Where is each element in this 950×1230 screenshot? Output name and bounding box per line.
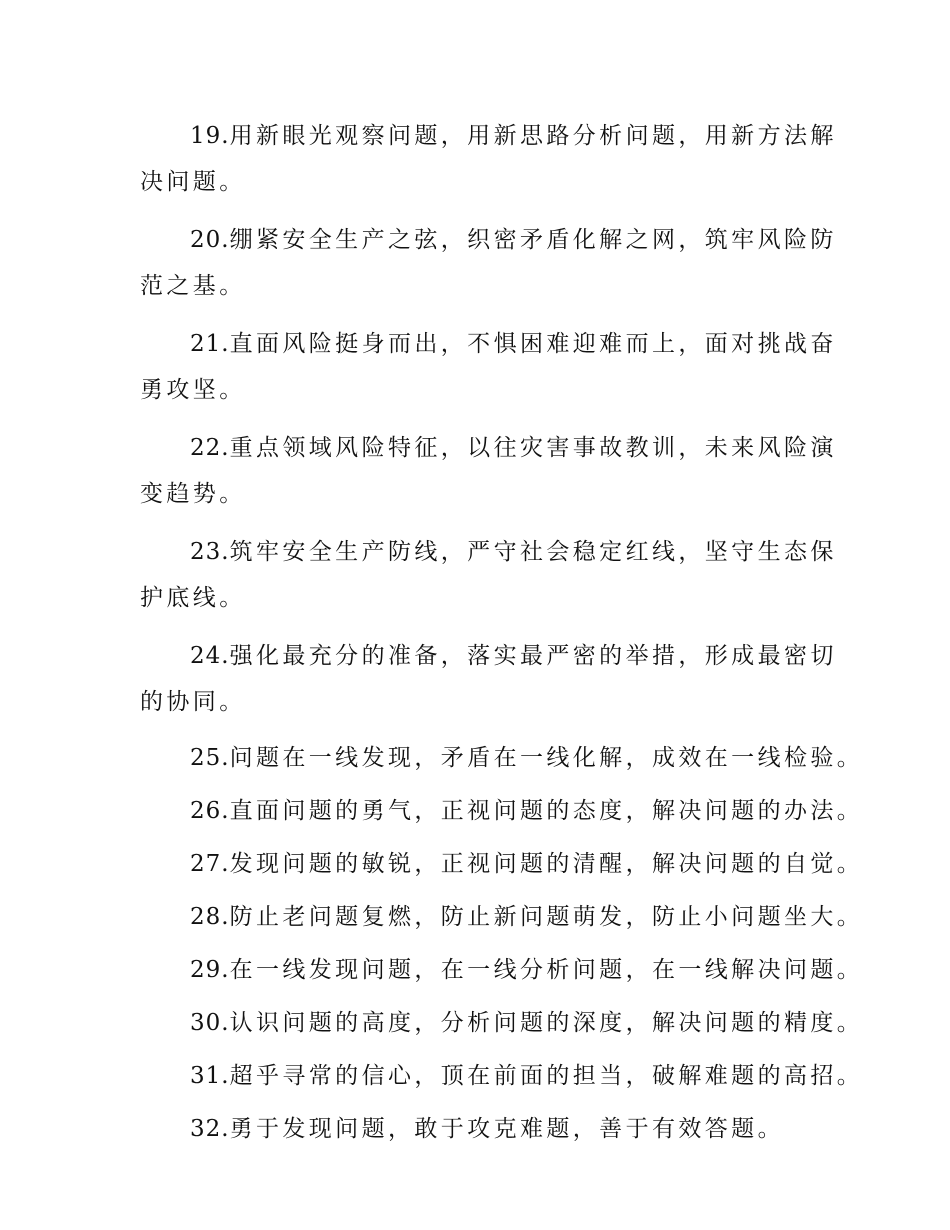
- document-body: [140, 112, 864, 1156]
- list-item: [140, 838, 864, 891]
- item-number: 29.: [190, 957, 230, 983]
- item-text: 直面风险挺身而出，不惧困难迎难而上，面对挑战奋: [229, 331, 837, 357]
- item-text: 勇于发现问题，敢于攻克难题，善于有效答题。: [229, 1116, 784, 1142]
- list-item: [140, 732, 864, 785]
- item-text-continuation: 变趋势。: [140, 481, 246, 507]
- item-text: 问题在一线发现，矛盾在一线化解，成效在一线检验。: [229, 745, 864, 771]
- list-item: [140, 1103, 812, 1156]
- list-item: [140, 528, 837, 620]
- list-item: [140, 632, 837, 724]
- item-number: 32.: [190, 1116, 230, 1142]
- item-number: 25.: [190, 745, 230, 771]
- list-item: [140, 112, 837, 204]
- item-text: 重点领域风险特征，以往灾害事故教训，未来风险演: [229, 435, 837, 461]
- item-number: 26.: [190, 798, 230, 824]
- item-text: 认识问题的高度，分析问题的深度，解决问题的精度。: [229, 1010, 864, 1036]
- list-item: [140, 1050, 864, 1103]
- item-text: 防止老问题复燃，防止新问题萌发，防止小问题坐大。: [229, 904, 864, 930]
- item-number: 19.: [190, 123, 230, 149]
- item-text-continuation: 护底线。: [140, 585, 246, 611]
- item-text: 强化最充分的准备，落实最严密的举措，形成最密切: [229, 643, 837, 669]
- list-item: [140, 424, 837, 516]
- list-item: [140, 891, 864, 944]
- list-item: [140, 216, 837, 308]
- list-item: [140, 320, 837, 412]
- item-text: 筑牢安全生产防线，严守社会稳定红线，坚守生态保: [229, 539, 837, 565]
- list-item: [140, 944, 864, 997]
- item-text-continuation: 范之基。: [140, 273, 246, 299]
- list-item: [140, 785, 864, 838]
- item-number: 23.: [190, 539, 230, 565]
- item-text: 超乎寻常的信心，顶在前面的担当，破解难题的高招。: [229, 1063, 864, 1089]
- item-number: 21.: [190, 331, 230, 357]
- item-text: 发现问题的敏锐，正视问题的清醒，解决问题的自觉。: [229, 851, 864, 877]
- item-number: 20.: [190, 227, 230, 253]
- item-number: 27.: [190, 851, 230, 877]
- item-number: 22.: [190, 435, 230, 461]
- item-number: 28.: [190, 904, 230, 930]
- item-text-continuation: 的协同。: [140, 689, 246, 715]
- item-text: 在一线发现问题，在一线分析问题，在一线解决问题。: [229, 957, 864, 983]
- item-number: 30.: [190, 1010, 230, 1036]
- item-number: 31.: [190, 1063, 230, 1089]
- item-text-continuation: 决问题。: [140, 169, 246, 195]
- item-text: 直面问题的勇气，正视问题的态度，解决问题的办法。: [229, 798, 864, 824]
- item-number: 24.: [190, 643, 230, 669]
- item-text: 用新眼光观察问题，用新思路分析问题，用新方法解: [229, 123, 837, 149]
- item-text: 绷紧安全生产之弦，织密矛盾化解之网，筑牢风险防: [229, 227, 837, 253]
- item-text-continuation: 勇攻坚。: [140, 377, 246, 403]
- list-item: [140, 997, 864, 1050]
